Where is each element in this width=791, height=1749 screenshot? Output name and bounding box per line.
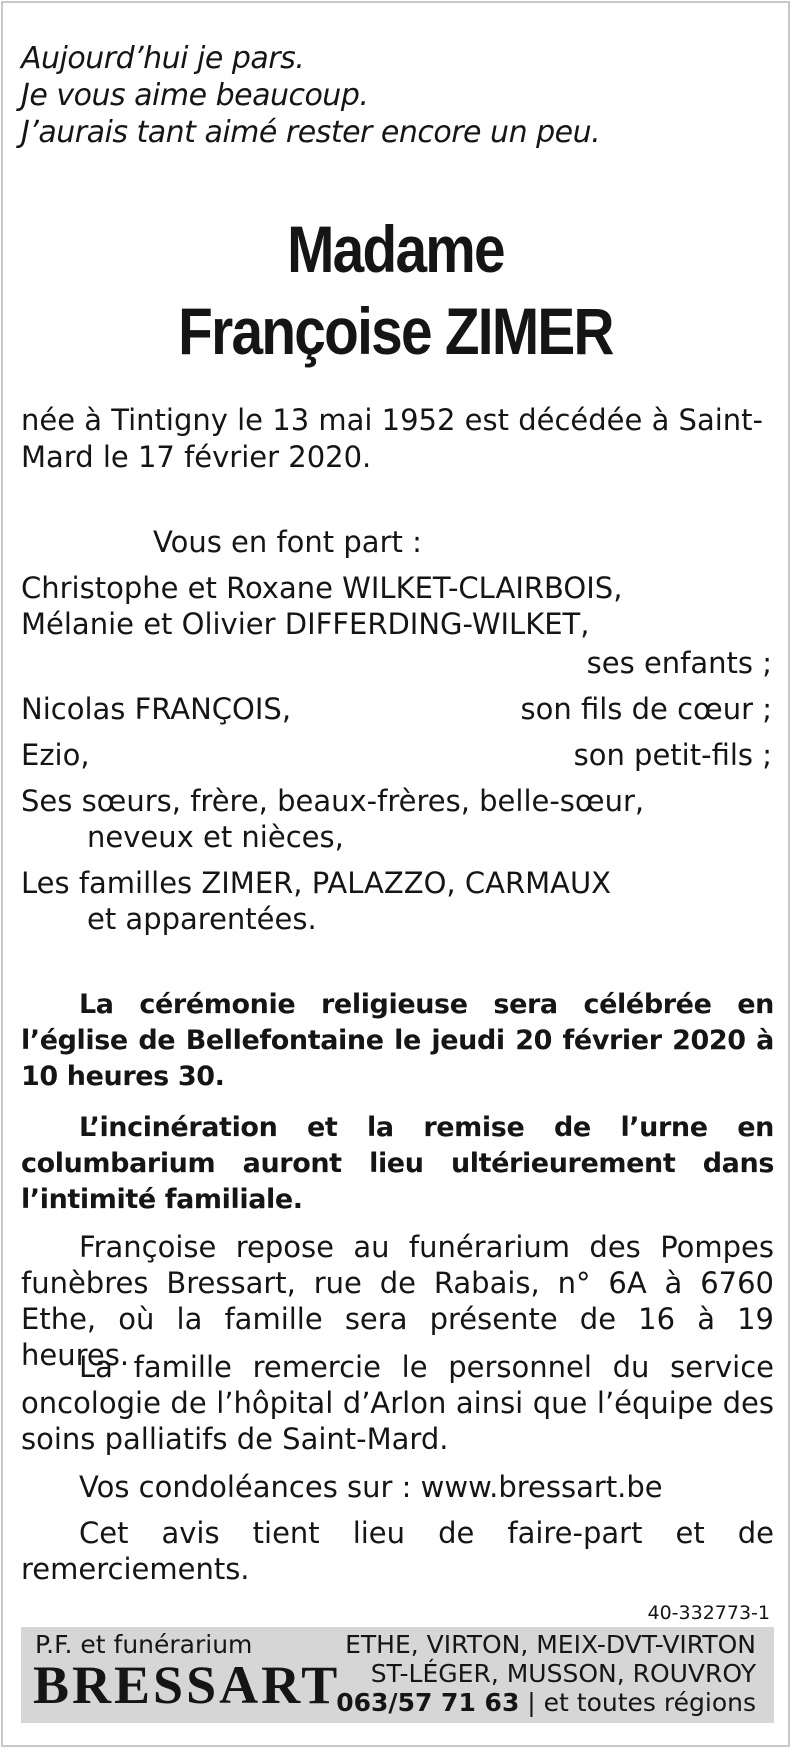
families-line-1: Les familles ZIMER, PALAZZO, CARMAUX xyxy=(21,866,612,900)
announcers-intro: Vous en font part : xyxy=(153,525,422,559)
birth-death-line-2: Mard le 17 février 2020. xyxy=(21,440,372,474)
repose-paragraph: Françoise repose au funérarium des Pompes funèbres Bressart, rue de Rabais, n° 6A à 6760 Ethe, où la famille sera présente de 16 à 19 heures. xyxy=(21,1230,774,1372)
siblings-line-2: neveux et nièces, xyxy=(87,820,344,854)
funeral-home-label: P.F. et funérarium xyxy=(35,1630,253,1659)
deceased-name: Françoise ZIMER xyxy=(178,294,613,368)
heart-son-name: Nicolas FRANÇOIS, xyxy=(21,692,292,726)
ceremony-paragraph: La cérémonie religieuse sera célébrée en l’église de Bellefontaine le jeudi 20 février 2020 à 10 heures 30. xyxy=(21,989,774,1092)
contact-line xyxy=(336,1688,756,1717)
thanks-paragraph: La famille remercie le personnel du service oncologie de l’hôpital d’Arlon ainsi que l’équipe des soins palliatifs de Saint-Mard. xyxy=(21,1350,774,1456)
locations-line-1: ETHE, VIRTON, MEIX-DVT-VIRTON xyxy=(345,1630,756,1659)
children-role: ses enfants ; xyxy=(586,646,772,680)
funeral-home-brand: BRESSART xyxy=(33,1655,341,1715)
notice-paragraph: Cet avis tient lieu de faire-part et de remerciements. xyxy=(21,1516,774,1586)
locations-line-2: ST-LÉGER, MUSSON, ROUVROY xyxy=(370,1659,756,1688)
heart-son-role: son fils de cœur ; xyxy=(520,692,772,726)
grandson-name: Ezio, xyxy=(21,738,90,772)
separator: | xyxy=(527,1688,544,1717)
children-line-2: Mélanie et Olivier DIFFERDING-WILKET, xyxy=(21,607,590,641)
cremation-paragraph: L’incinération et la remise de l’urne en columbarium auront lieu ultérieurement dans l’intimité familiale. xyxy=(21,1112,774,1215)
birth-death-line-1: née à Tintigny le 13 mai 1952 est décédée à Saint- xyxy=(21,403,764,437)
condolences-line: Vos condoléances sur : www.bressart.be xyxy=(79,1470,663,1504)
reference-number: 40-332773-1 xyxy=(647,1602,770,1624)
deceased-title: Madame xyxy=(287,212,504,286)
epigraph-line-3: J’aurais tant aimé rester encore un peu. xyxy=(21,115,601,150)
siblings-line-1: Ses sœurs, frère, beaux-frères, belle-sœur, xyxy=(21,784,645,818)
phone-number: 063/57 71 63 xyxy=(336,1688,520,1717)
grandson-role: son petit-fils ; xyxy=(573,738,772,772)
obituary-notice xyxy=(1,1,790,1747)
children-line-1: Christophe et Roxane WILKET-CLAIRBOIS, xyxy=(21,571,623,605)
epigraph-line-2: Je vous aime beaucoup. xyxy=(21,78,369,113)
epigraph-line-1: Aujourd’hui je pars. xyxy=(21,41,305,76)
families-line-2: et apparentées. xyxy=(87,902,317,936)
regions-text: et toutes régions xyxy=(543,1688,756,1717)
